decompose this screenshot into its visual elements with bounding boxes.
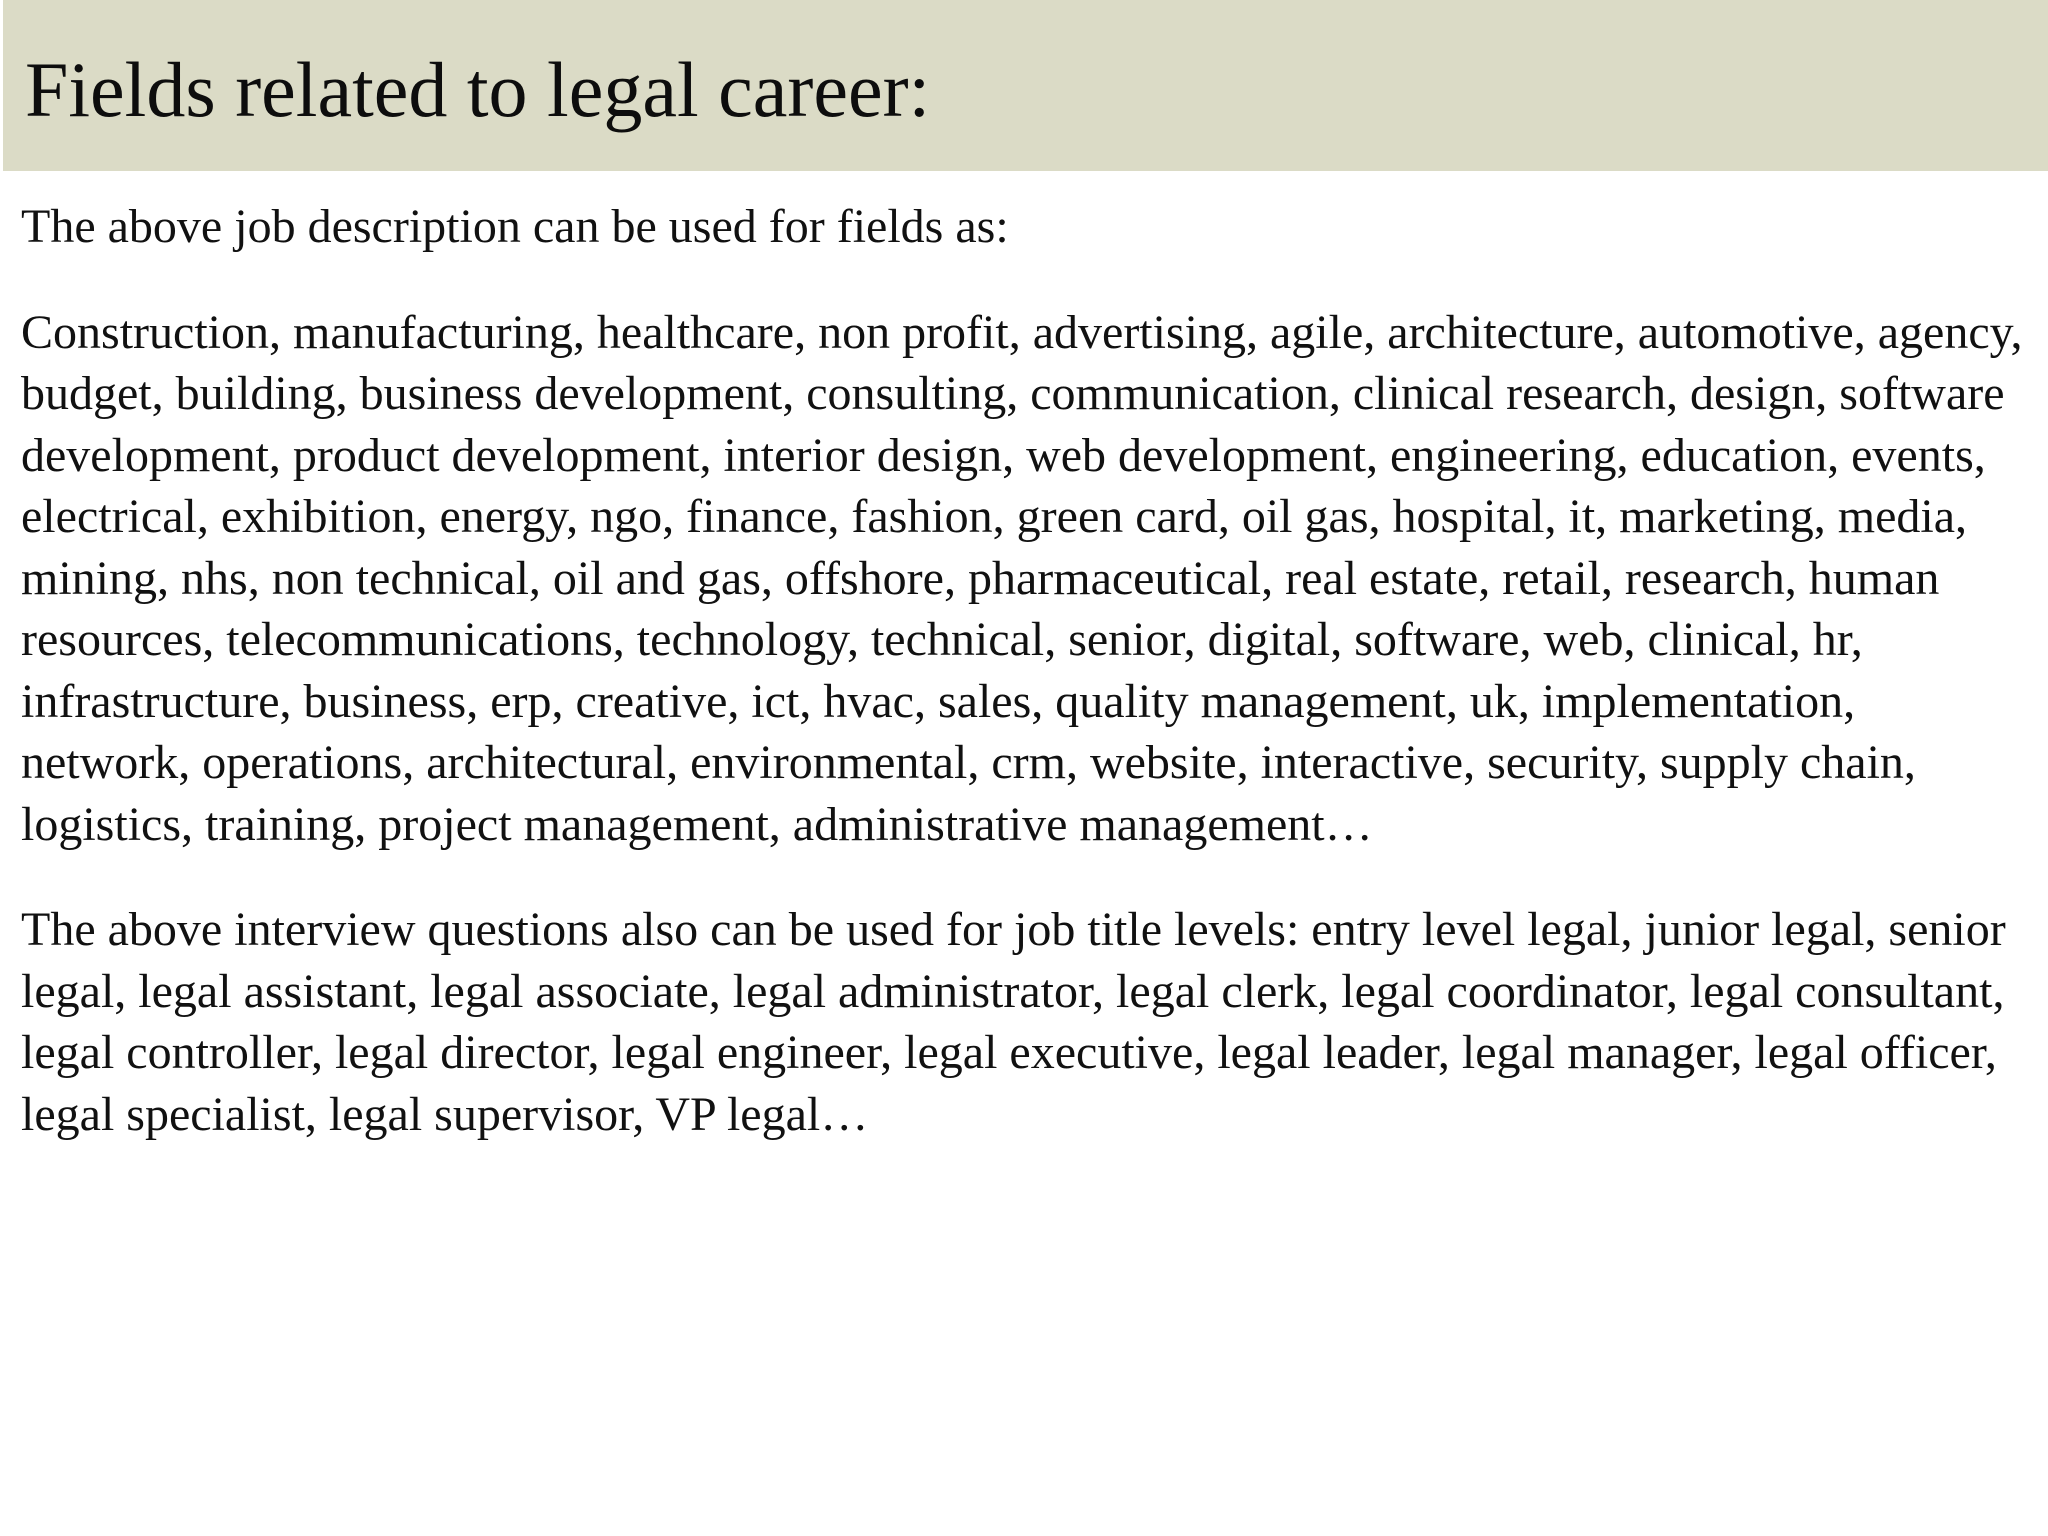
intro-paragraph: The above job description can be used for fields as: [21, 200, 1009, 253]
title-band [3, 0, 2048, 171]
slide-title: Fields related to legal career: [25, 46, 931, 133]
fields-paragraph: Construction, manufacturing, healthcare, non profit, advertising, agile, architecture, automotive, agency, budget, building, business development, consulting, communication, clinical research, design, software development, product development, interior design, web development, engineering, education, events, electrical, exhibition, energy, ngo, finance, fashion, green card, oil gas, hospital, it, marketing, media, mining, nhs, non technical, oil and gas, offshore, pharmaceutical, real estate, retail, research, human resources, telecommunications, technology, technical, senior, digital, software, web, clinical, hr, infrastructure, business, erp, creative, ict, hvac, sales, quality management, uk, implementation, network, operations, architectural, environmental, crm, website, interactive, security, supply chain, logistics, training, project management, administrative management… [21, 305, 2023, 851]
job-levels-paragraph: The above interview questions also can be used for job title levels: entry level legal, junior legal, senior legal, legal assistant, legal associate, legal administrator, legal clerk, legal coordinator, legal consultant, legal controller, legal director, legal engineer, legal executive, legal leader, legal manager, legal officer, legal specialist, legal supervisor, VP legal… [21, 903, 2006, 1141]
slide-body [21, 196, 2031, 1145]
